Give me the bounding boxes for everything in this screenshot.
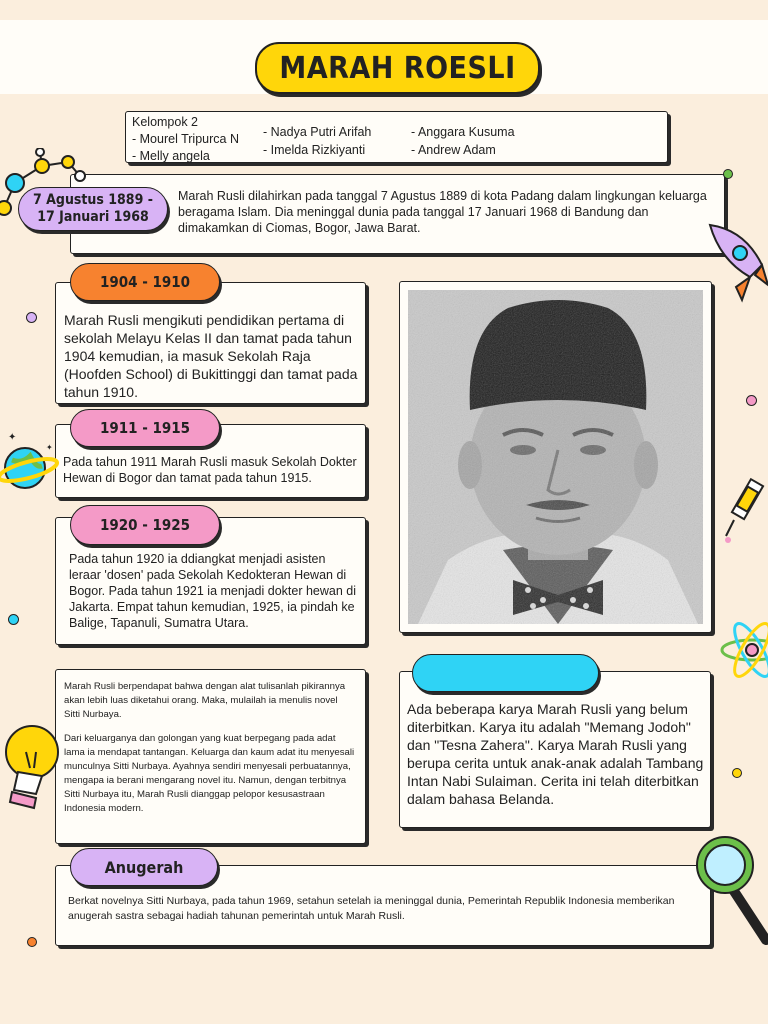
decor-dot [746,395,757,406]
novel-paragraph-2: Dari keluarganya dan golongan yang kuat berpegang pada adat lama ia mendapat tantangan. Keluarga dan kaum adat itu menyesali munculnya Sitti Nurbaya. Ayahnya sendiri menyesali perbuatannya, mengapa ia berani mengarang novel itu. Namun, dengan terbitnya Sitti Nurbaya itu, Marah Rusli dianggap pelopor kesusastraan Indonesia modern. [64,733,355,814]
lightbulb-icon [0,712,62,812]
award-label: Anugerah [70,848,218,886]
decor-dot [27,937,37,947]
works-label-pill [412,654,599,692]
member-name: - Imelda Rizkiyanti [263,143,366,157]
birth-dates-line2: 17 Januari 1968 [37,209,149,225]
molecule-icon [0,148,95,228]
magnifier-icon [690,830,768,945]
member-name: - Melly angela [132,149,210,163]
works-text: Ada beberapa karya Marah Rusli yang belum diterbitkan. Karya itu adalah "Memang Jodoh" dan "Tesna Zahera". Karya Marah Rusli yang berupa cerita untuk anak-anak adalah Tambang Intan Nabi Sulaiman. Cerita ini telah diterbitkan dalam bahasa Belanda. [407,701,704,807]
svg-text:✦: ✦ [46,443,53,452]
portrait-photo [408,290,703,624]
birth-dates-line1: 7 Agustus 1889 - [33,192,153,208]
works-card [399,671,711,828]
timeline-text-2: Pada tahun 1911 Marah Rusli masuk Sekolah Dokter Hewan di Bogor dan tamat pada tahun 1915. [63,455,357,485]
planet-icon [0,430,60,500]
birth-card [70,174,725,254]
timeline-period-2: 1911 - 1915 [70,409,220,447]
novel-card [55,669,366,844]
birth-text: Marah Rusli dilahirkan pada tanggal 7 Agustus 1889 di kota Padang dalam lingkungan keluarga beragama Islam. Dia meninggal dunia pada tanggal 17 Januari 1968 di Bandung dan dimakamkan di Ciomas, Bogor, Jawa Barat. [178,189,707,235]
timeline-period-3: 1920 - 1925 [70,505,220,545]
syringe-icon [722,470,768,545]
portrait-frame [399,281,712,633]
decor-dot [723,169,733,179]
decor-dot [26,312,37,323]
svg-text:✦: ✦ [8,432,17,443]
rocket-icon [700,215,768,315]
decor-dot [732,768,742,778]
atom-icon [712,612,768,687]
member-name: - Andrew Adam [411,143,496,157]
member-name: - Mourel Tripurca N [132,132,239,146]
timeline-text-3: Pada tahun 1920 ia ddiangkat menjadi asisten leraar 'dosen' pada Sekolah Kedokteran Hewan di Bogor. Pada tahun 1921 ia menjadi dokter hewan di Jakarta. Empat tahun kemudian, 1925, ia pindah ke Balige, Tapanuli, Sumatra Utara. [69,552,357,630]
page-title: MARAH ROESLI [255,42,540,94]
timeline-period-1: 1904 - 1910 [70,263,220,301]
decor-dot [8,614,19,625]
group-card [125,111,668,163]
award-text: Berkat novelnya Sitti Nurbaya, pada tahun 1969, setahun setelah ia meninggal dunia, Pemerintah Republik Indonesia memberikan anugerah sastra sebagai hadiah tahunan pemerintah untuk Marah Rusli. [68,895,675,922]
novel-paragraph-1: Marah Rusli berpendapat bahwa dengan alat tulisanlah pikirannya akan lebih luas diketahui orang. Maka, mulailah ia menulis novel Sitti Nurbaya. [64,681,346,720]
member-name: - Nadya Putri Arifah [263,125,372,139]
timeline-text-1: Marah Rusli mengikuti pendidikan pertama di sekolah Melayu Kelas II dan tamat pada tahun 1904 kemudian, ia masuk Sekolah Raja (Hoofden School) di Bukittinggi dan tamat pada tahun 1910. [64,312,358,400]
group-heading: Kelompok 2 [132,115,199,129]
member-name: - Anggara Kusuma [411,125,515,139]
